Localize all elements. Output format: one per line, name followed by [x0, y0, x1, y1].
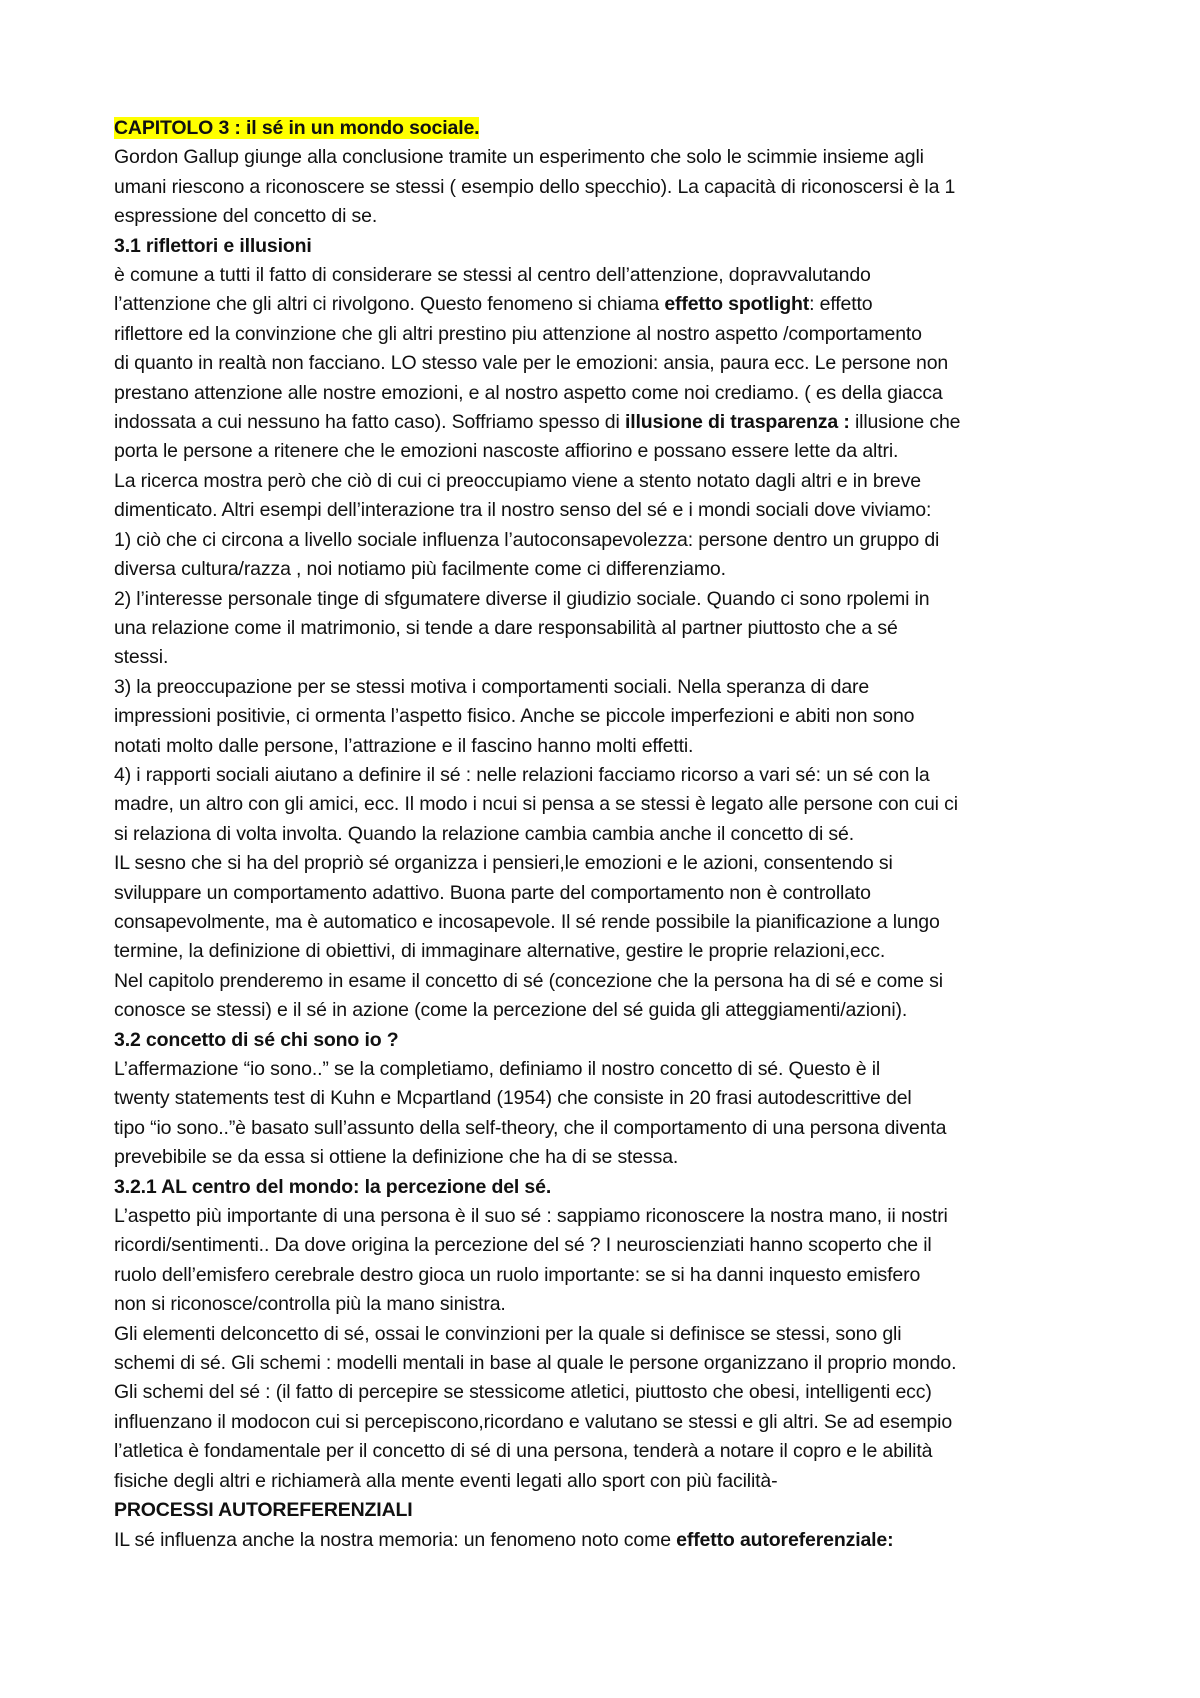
paragraph-line: [114, 1526, 1100, 1555]
paragraph-line: schemi di sé. Gli schemi : modelli mentali in base al quale le persone organizzano il proprio mondo.: [114, 1352, 957, 1375]
paragraph-line: stessi.: [114, 646, 169, 669]
chapter-title: [114, 114, 1100, 143]
paragraph-line: espressione del concetto di se.: [114, 205, 378, 228]
text-run: : effetto: [809, 293, 873, 316]
paragraph-line: 2) l’interesse personale tinge di sfgumatere diverse il giudizio sociale. Quando ci sono rpolemi in: [114, 587, 930, 610]
paragraph-line: dimenticato. Altri esempi dell’interazione tra il nostro senso del sé e i mondi sociali dove viviamo:: [114, 499, 932, 522]
paragraph-line: è comune a tutti il fatto di considerare se stessi al centro dell’attenzione, dopravvalutando: [114, 264, 871, 287]
paragraph-line: riflettore ed la convinzione che gli altri prestino piu attenzione al nostro aspetto /comportamento: [114, 322, 922, 345]
paragraph-line: madre, un altro con gli amici, ecc. Il modo i ncui si pensa a se stessi è legato alle persone con cui ci: [114, 793, 958, 816]
section-heading-3-2-1: 3.2.1 AL centro del mondo: la percezione del sé.: [114, 1175, 552, 1198]
paragraph-line: [114, 408, 1100, 437]
paragraph-line: ricordi/sentimenti.. Da dove origina la percezione del sé ? I neuroscienziati hanno scoperto che il: [114, 1234, 932, 1257]
paragraph-line: si relaziona di volta involta. Quando la relazione cambia cambia anche il concetto di sé.: [114, 822, 854, 845]
paragraph-line: impressioni positivie, ci ormenta l’aspetto fisico. Anche se piccole imperfezioni e abiti non sono: [114, 705, 915, 728]
text-run: illusione che: [849, 411, 961, 434]
paragraph-line: conosce se stessi) e il sé in azione (come la percezione del sé guida gli atteggiamenti/azioni).: [114, 999, 908, 1022]
paragraph-line: IL sesno che si ha del propriò sé organizza i pensieri,le emozioni e le azioni, consentendo si: [114, 852, 893, 875]
section-heading-3-1: 3.1 riflettori e illusioni: [114, 234, 312, 257]
paragraph-line: termine, la definizione di obiettivi, di immaginare alternative, gestire le proprie relazioni,ecc.: [114, 940, 886, 963]
paragraph-line: fisiche degli altri e richiamerà alla mente eventi legati allo sport con più facilità-: [114, 1469, 778, 1492]
paragraph-line: twenty statements test di Kuhn e Mcpartland (1954) che consiste in 20 frasi autodescrittive del: [114, 1087, 912, 1110]
paragraph-line: di quanto in realtà non facciano. LO stesso vale per le emozioni: ansia, paura ecc. Le persone non: [114, 352, 949, 375]
paragraph-line: Gli schemi del sé : (il fatto di percepire se stessicome atletici, piuttosto che obesi, intelligenti ecc): [114, 1381, 932, 1404]
paragraph-line: [114, 290, 1100, 319]
paragraph-line: diversa cultura/razza , noi notiamo più facilmente come ci differenziamo.: [114, 558, 726, 581]
paragraph-line: l’atletica è fondamentale per il concetto di sé di una persona, tenderà a notare il copro e le abilità: [114, 1440, 933, 1463]
section-heading-processi: PROCESSI AUTOREFERENZIALI: [114, 1499, 413, 1522]
paragraph-line: consapevolmente, ma è automatico e incosapevole. Il sé rende possibile la pianificazione a lungo: [114, 910, 940, 933]
term-effetto-spotlight: effetto spotlight: [664, 293, 810, 316]
paragraph-line: una relazione come il matrimonio, si tende a dare responsabilità al partner piuttosto che a sé: [114, 616, 898, 639]
paragraph-line: 1) ciò che ci circona a livello sociale influenza l’autoconsapevolezza: persone dentro un gruppo di: [114, 528, 940, 551]
text-run: IL sé influenza anche la nostra memoria: un fenomeno noto come: [114, 1528, 677, 1551]
paragraph-line: porta le persone a ritenere che le emozioni nascoste affiorino e possano essere lette da altri.: [114, 440, 899, 463]
section-heading-3-2: 3.2 concetto di sé chi sono io ?: [114, 1028, 399, 1051]
text-run: l’attenzione che gli altri ci rivolgono. Questo fenomeno si chiama: [114, 293, 665, 316]
paragraph-line: notati molto dalle persone, l’attrazione e il fascino hanno molti effetti.: [114, 734, 694, 757]
paragraph-line: non si riconosce/controlla più la mano sinistra.: [114, 1293, 506, 1316]
paragraph-line: Nel capitolo prenderemo in esame il concetto di sé (concezione che la persona ha di sé e come si: [114, 969, 943, 992]
paragraph-line: ruolo dell’emisfero cerebrale destro gioca un ruolo importante: se si ha danni inquesto emisfero: [114, 1263, 921, 1286]
term-illusione-trasparenza: illusione di trasparenza :: [624, 411, 850, 434]
paragraph-line: L’affermazione “io sono..” se la completiamo, definiamo il nostro concetto di sé. Questo è il: [114, 1058, 881, 1080]
paragraph-line: 3) la preoccupazione per se stessi motiva i comportamenti sociali. Nella speranza di dare: [114, 675, 870, 698]
paragraph-line: prevebibile se da essa si ottiene la definizione che ha di se stessa.: [114, 1146, 679, 1169]
paragraph-line: influenzano il modocon cui si percepiscono,ricordano e valutano se stessi e gli altri. Se ad esempio: [114, 1410, 953, 1433]
paragraph-line: tipo “io sono..”è basato sull’assunto della self-theory, che il comportamento di una persona diventa: [114, 1116, 947, 1139]
chapter-title-highlight: CAPITOLO 3 : il sé in un mondo sociale.: [114, 117, 480, 139]
paragraph-line: L’aspetto più importante di una persona è il suo sé : sappiamo riconoscere la nostra mano, ii nostri: [114, 1205, 948, 1228]
paragraph-line: Gli elementi delconcetto di sé, ossai le convinzioni per la quale si definisce se stessi, sono gli: [114, 1322, 902, 1345]
text-run: indossata a cui nessuno ha fatto caso). Soffriamo spesso di: [114, 411, 625, 434]
paragraph-line: sviluppare un comportamento adattivo. Buona parte del comportamento non è controllato: [114, 881, 871, 904]
paragraph-line: prestano attenzione alle nostre emozioni, e al nostro aspetto come noi crediamo. ( es della giacca: [114, 381, 943, 404]
paragraph-line: Gordon Gallup giunge alla conclusione tramite un esperimento che solo le scimmie insieme agli: [114, 146, 924, 169]
term-effetto-autoreferenziale: effetto autoreferenziale:: [676, 1528, 894, 1551]
paragraph-line: umani riescono a riconoscere se stessi ( esempio dello specchio). La capacità di riconoscersi è la 1: [114, 175, 956, 198]
paragraph-line: 4) i rapporti sociali aiutano a definire il sé : nelle relazioni facciamo ricorso a vari sé: un sé con la: [114, 763, 930, 786]
paragraph-line: La ricerca mostra però che ciò di cui ci preoccupiamo viene a stento notato dagli altri e in breve: [114, 469, 921, 492]
